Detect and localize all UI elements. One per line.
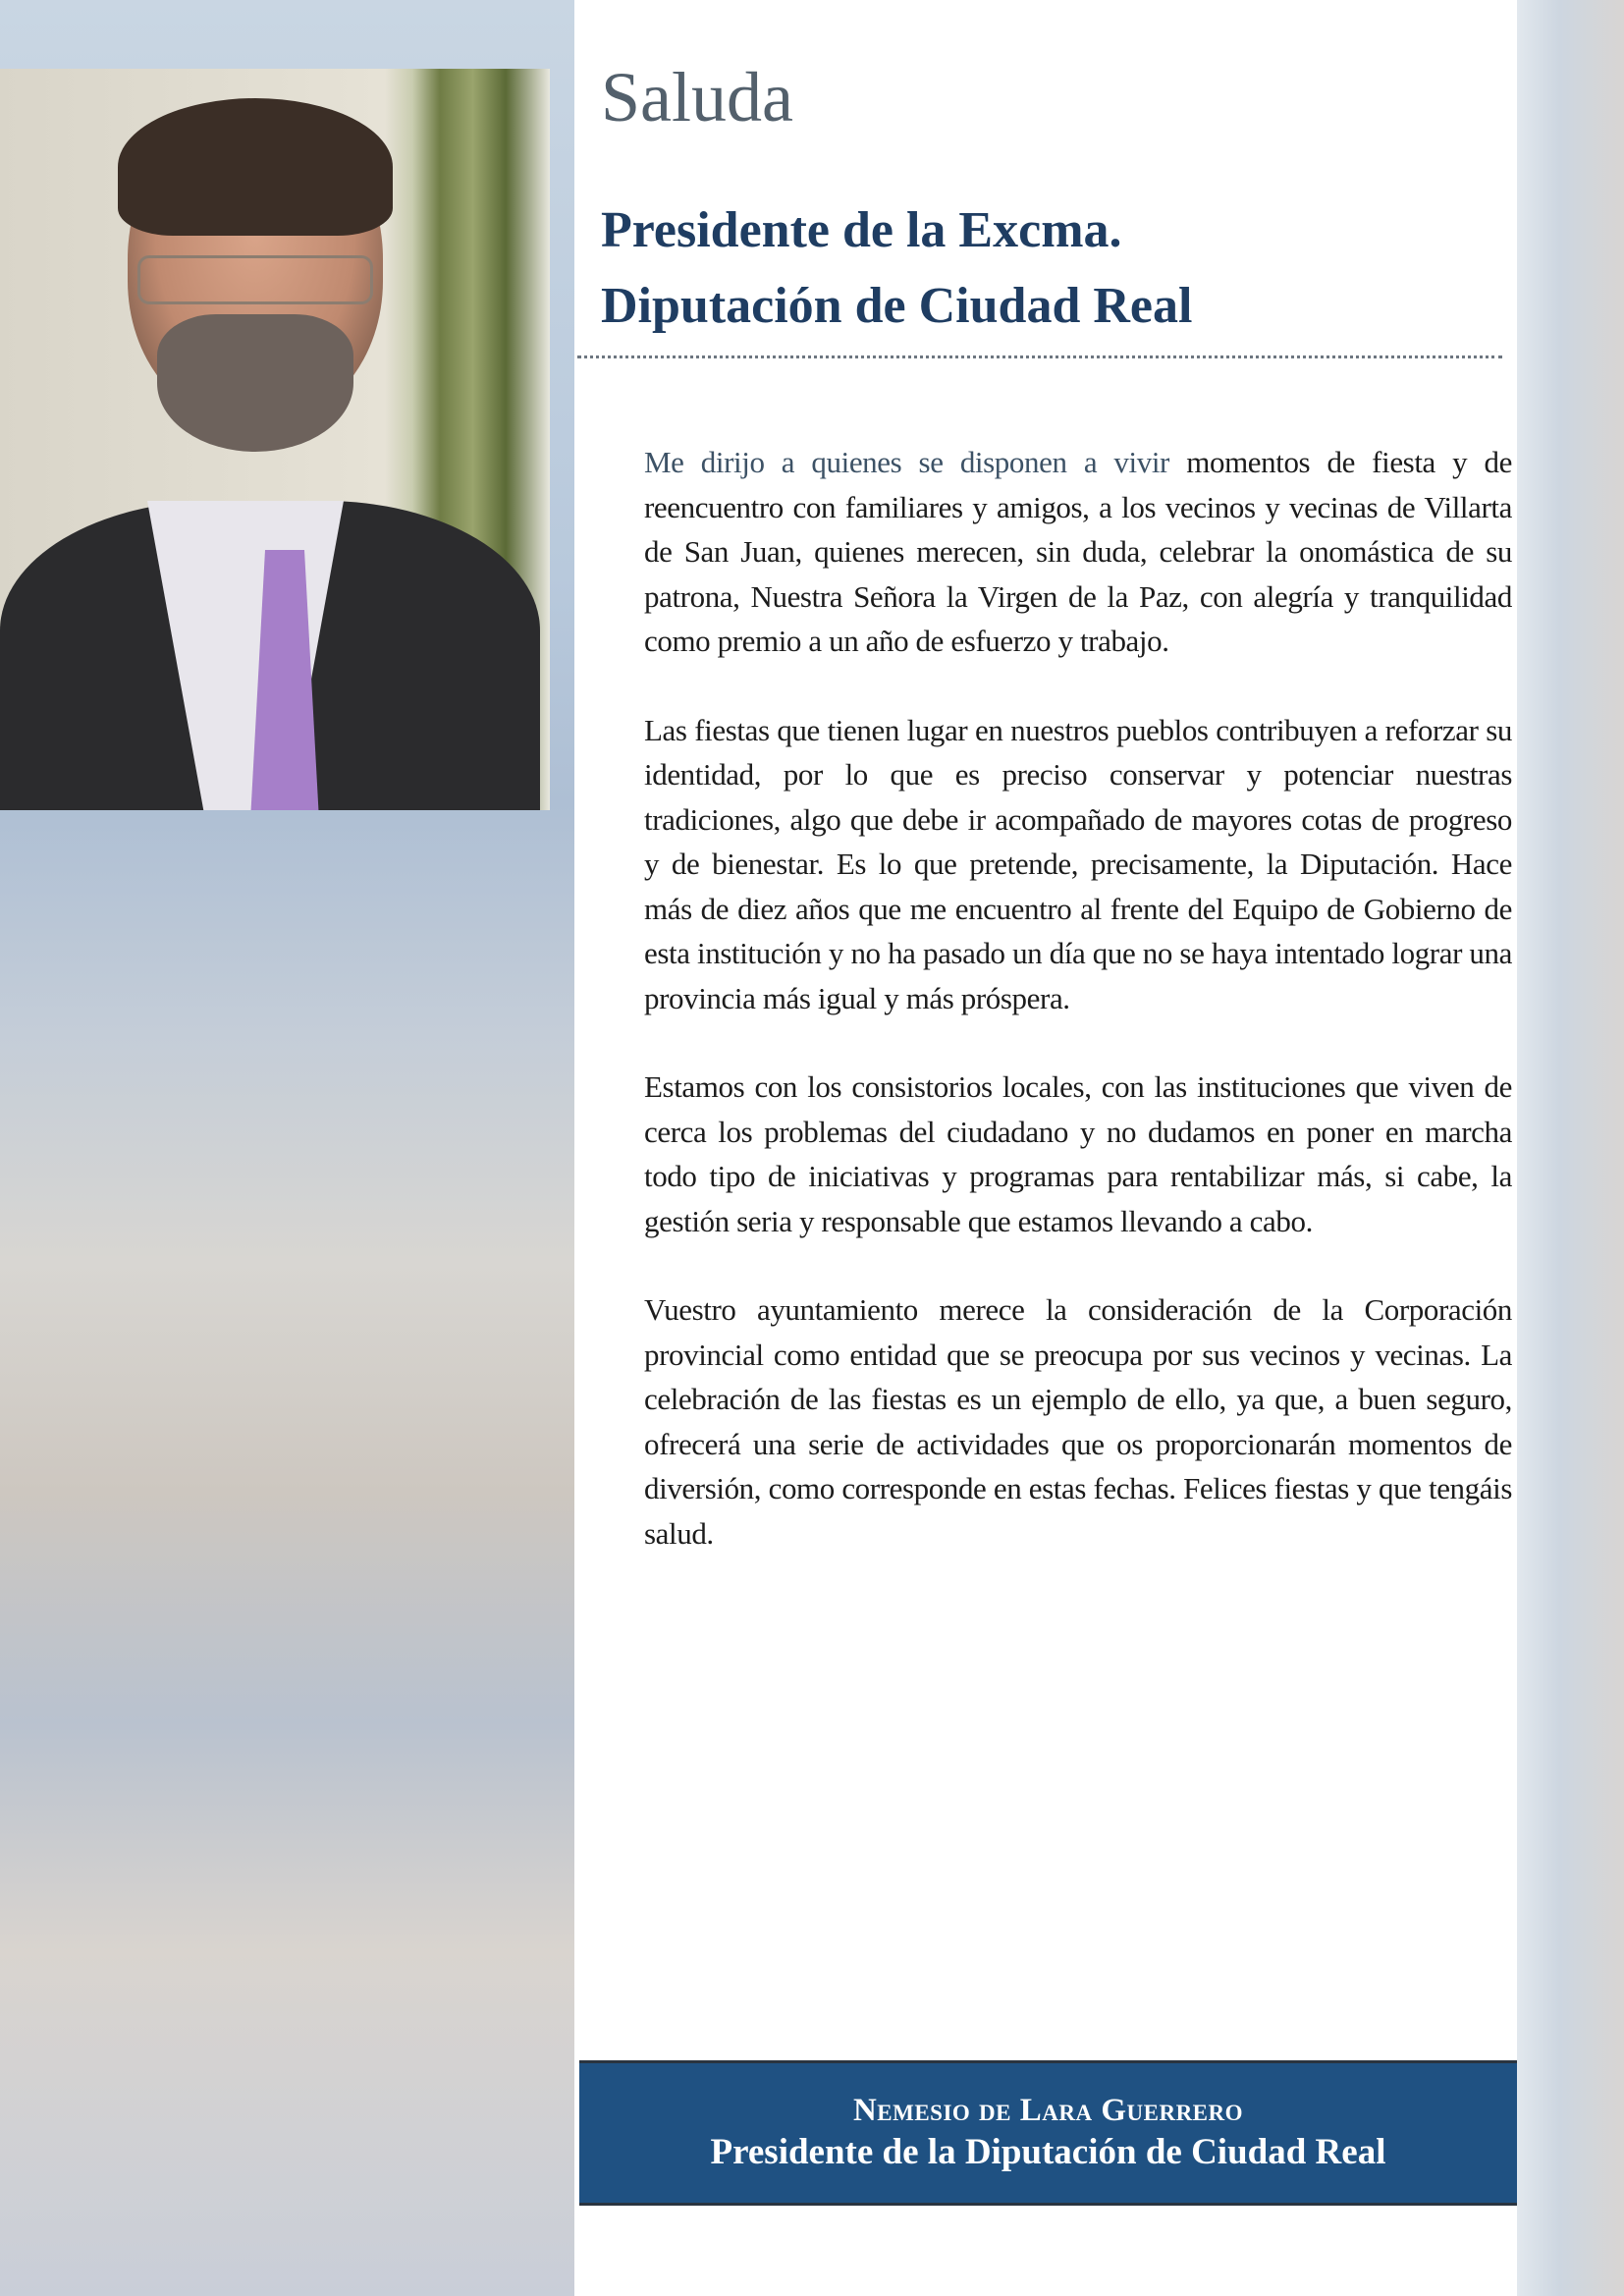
paragraph-2: Las fiestas que tienen lugar en nuestros pueblos contribuyen a reforzar su identidad, por lo que es preciso conservar y potenciar nuestras tradiciones, algo que debe ir acompañado de mayores cotas de progreso y de bienestar. Es lo que pretende, precisamente, la Diputación. Hace más de diez años que me encuentro al frente del Equipo de Gobierno de esta institución y no ha pasado un día que no se haya intentado lograr una provincia más igual y más próspera. xyxy=(644,712,1512,1015)
subtitle-line-2: Diputación de Ciudad Real xyxy=(601,278,1193,334)
subtitle-line-1: Presidente de la Excma. xyxy=(601,202,1122,258)
photo-beard xyxy=(157,314,353,452)
photo-glasses xyxy=(137,255,373,304)
portrait-photo xyxy=(0,69,550,810)
paragraph-3: Estamos con los consistorios locales, con las instituciones que viven de cerca los problemas del ciudadano y no dudamos en poner en marcha todo tipo de iniciativas y programas para rentabilizar más, si cabe, la gestión seria y responsable que estamos llevando a cabo. xyxy=(644,1069,1512,1238)
paragraph-text: momentos de fiesta y de reencuentro con familiares y amigos, a los vecinos y vecinas de Villarta de San Juan, quienes merecen, sin duda, celebrar la onomástica de su patrona, Nuestra Señora la Virgen de la Paz, con alegría y tranquilidad como premio a un año de esfuerzo y trabajo. xyxy=(644,445,1512,658)
paragraph-4: Vuestro ayuntamiento merece la consideración de la Corporación provincial como entidad que se preocupa por sus vecinos y vecinas. La celebración de las fiestas es un ejemplo de ello, ya que, a buen seguro, ofrecerá una serie de actividades que os proporcionarán momentos de diversión, como corresponde en estas fechas. Felices fiestas y que tengáis salud. xyxy=(644,1292,1512,1551)
page-edge-background xyxy=(1517,0,1624,2296)
paragraph-1 xyxy=(644,440,1512,664)
page-subtitle xyxy=(601,192,1192,344)
signatory-role: Presidente de la Diputación de Ciudad Real xyxy=(710,2132,1386,2172)
signatory-name: Nemesio de Lara Guerrero xyxy=(852,2093,1244,2128)
page-title: Saluda xyxy=(601,58,793,137)
lead-phrase: Me dirijo a quienes se disponen a vivir xyxy=(644,445,1169,479)
signature-banner xyxy=(579,2060,1517,2206)
dotted-divider xyxy=(577,355,1502,358)
letter-body xyxy=(644,440,1512,1600)
photo-hair xyxy=(118,98,393,236)
